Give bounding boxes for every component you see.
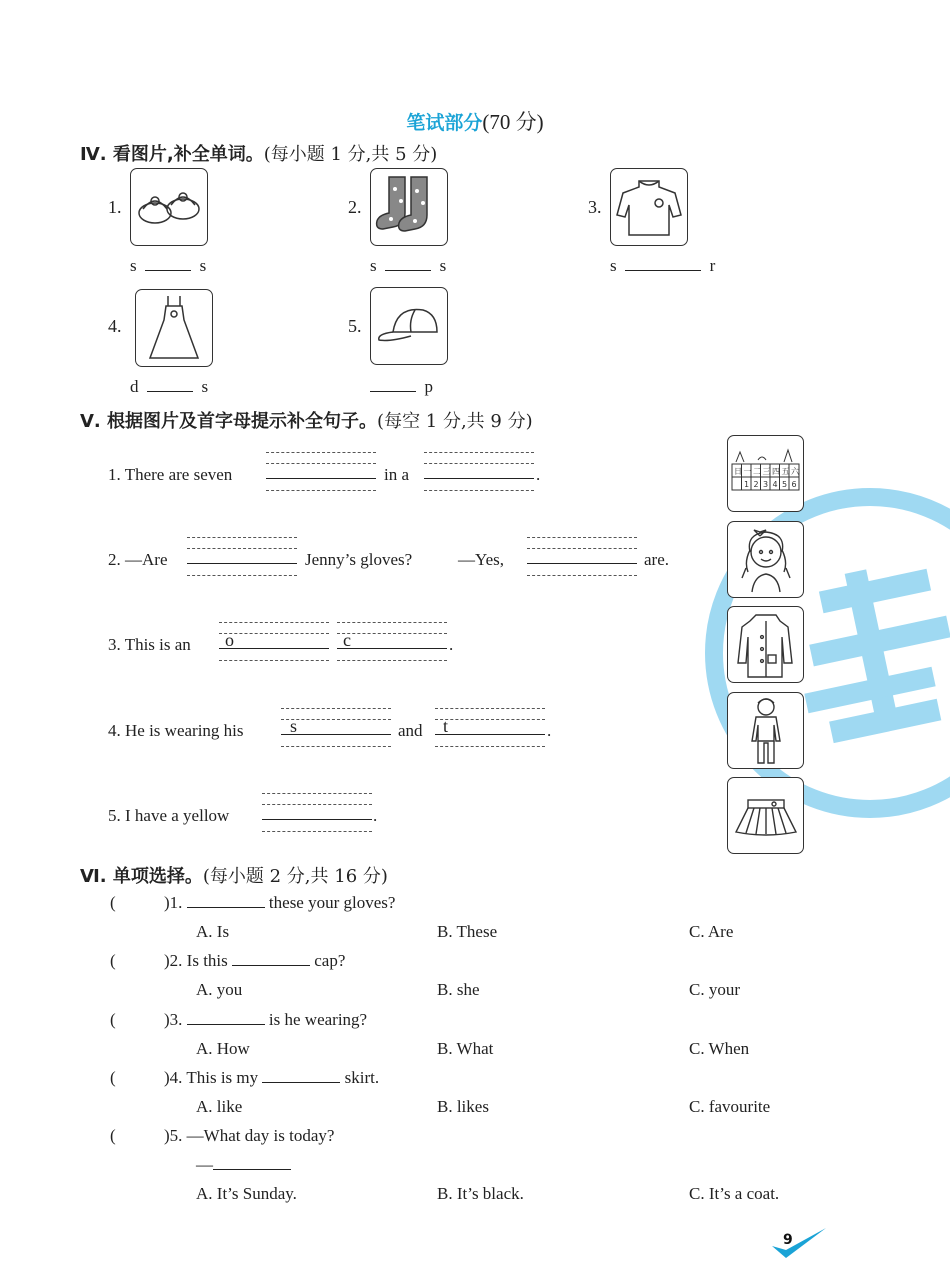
q3-option-c[interactable]: C. When — [689, 1039, 750, 1058]
q5-stem: )5. —What day is today? — [164, 1126, 335, 1145]
section5-title: Ⅴ. 根据图片及首字母提示补全句子。 — [80, 411, 378, 432]
s5-3-blank-1[interactable] — [219, 648, 329, 649]
s5-2-guide — [187, 575, 297, 576]
s5-2-blank-1[interactable] — [187, 563, 297, 564]
q1-post: these your gloves? — [268, 893, 396, 912]
s4-answer-1 — [130, 256, 206, 276]
sandals-icon — [130, 168, 208, 246]
q3-blank[interactable] — [187, 1010, 265, 1025]
calendar-day-label: 四 — [772, 467, 780, 476]
s5-3-letter-1: o — [225, 630, 234, 650]
s4-blank-3[interactable] — [625, 256, 701, 271]
q2-stem — [164, 951, 345, 971]
s5-4-guide — [281, 708, 391, 709]
coat-icon — [727, 606, 804, 683]
s5-1-blank-1[interactable] — [266, 478, 376, 479]
calendar-date-label: 2 — [753, 480, 759, 489]
section4-heading — [80, 140, 437, 166]
section5-heading — [80, 407, 533, 433]
s5-3-guide — [337, 660, 447, 661]
checkmark-icon — [770, 1224, 830, 1264]
calendar-day-label: 一 — [743, 467, 752, 476]
q3-option-a[interactable]: A. How — [196, 1039, 250, 1058]
s5-1-guide — [266, 463, 376, 464]
q3-paren: ( — [110, 1010, 116, 1029]
s5-2-a: 2. —Are — [108, 550, 168, 569]
calendar-date-label: 4 — [772, 480, 778, 489]
s5-1-guide — [266, 452, 376, 453]
s4-answer-5 — [370, 377, 433, 397]
s4-num-1: 1. — [108, 197, 122, 217]
title-score: (70 分) — [482, 110, 544, 134]
s4-pre-2: s — [370, 256, 377, 275]
s4-post-3: r — [709, 256, 716, 275]
q2-option-a[interactable]: A. you — [196, 980, 243, 999]
section6-heading — [80, 862, 388, 888]
s4-answer-4 — [130, 377, 208, 397]
s4-post-4: s — [201, 377, 209, 396]
s4-blank-4[interactable] — [147, 377, 193, 392]
skirt-icon — [727, 777, 804, 854]
dress-icon — [135, 289, 213, 367]
s4-answer-2 — [370, 256, 446, 276]
q4-post: skirt. — [344, 1068, 380, 1087]
s5-4-blank-1[interactable] — [281, 734, 391, 735]
q2-post: cap? — [314, 951, 346, 970]
s5-1-blank-2[interactable] — [424, 478, 534, 479]
q2-option-b[interactable]: B. she — [437, 980, 480, 999]
s4-num-5: 5. — [348, 316, 362, 336]
s4-blank-2[interactable] — [385, 256, 431, 271]
s5-3-letter-2: c — [343, 630, 351, 650]
s5-5-blank-1[interactable] — [262, 819, 372, 820]
calendar-date-label: 6 — [791, 480, 797, 489]
s5-2-c: —Yes, — [458, 550, 504, 569]
q1-option-b[interactable]: B. These — [437, 922, 498, 941]
s5-5-a: 5. I have a yellow — [108, 806, 230, 825]
page-number: 9 — [783, 1232, 793, 1248]
q4-option-b[interactable]: B. likes — [437, 1097, 489, 1116]
section4-title: Ⅳ. 看图片,补全单词。 — [80, 144, 264, 165]
s5-3-guide — [219, 633, 329, 634]
girl-icon — [727, 521, 804, 598]
s5-4-guide — [281, 719, 391, 720]
calendar-day-label: 五 — [781, 467, 790, 476]
s5-3-guide — [337, 622, 447, 623]
calendar-day-label: 日 — [734, 467, 742, 476]
s5-4-letter-2: t — [443, 716, 449, 736]
s5-3-guide — [219, 660, 329, 661]
q3-num: )3. — [164, 1010, 183, 1029]
calendar-date-label: 5 — [782, 480, 788, 489]
section6-note: (每小题 2 分,共 16 分) — [202, 866, 388, 887]
q4-blank[interactable] — [262, 1068, 340, 1083]
s4-blank-1[interactable] — [145, 256, 191, 271]
s5-3-guide — [219, 622, 329, 623]
s5-3-blank-2[interactable] — [337, 648, 447, 649]
title-cn: 笔试部分 — [406, 112, 483, 134]
s5-3-guide — [337, 633, 447, 634]
q1-option-a[interactable]: A. Is — [196, 922, 230, 941]
q4-stem — [164, 1068, 379, 1088]
s4-post-2: s — [439, 256, 447, 275]
q5-option-b[interactable]: B. It’s black. — [437, 1184, 524, 1203]
s5-1-guide — [266, 490, 376, 491]
section4-note: (每小题 1 分,共 5 分) — [263, 144, 438, 165]
s5-4-guide — [281, 746, 391, 747]
q2-num: )2. Is this — [164, 951, 228, 970]
q1-stem — [164, 893, 395, 913]
q5-option-a[interactable]: A. It’s Sunday. — [196, 1184, 297, 1203]
q5-answer-line — [196, 1155, 291, 1175]
s5-3-a: 3. This is an — [108, 635, 191, 654]
q2-paren: ( — [110, 951, 116, 970]
boy-icon — [727, 692, 804, 769]
s5-1-c: . — [536, 465, 541, 484]
s5-2-blank-2[interactable] — [527, 563, 637, 564]
s5-4-guide — [435, 719, 545, 720]
s4-post-5: p — [424, 377, 433, 396]
s5-5-guide — [262, 804, 372, 805]
q2-option-c[interactable]: C. your — [689, 980, 740, 999]
s4-post-1: s — [199, 256, 207, 275]
q4-option-a[interactable]: A. like — [196, 1097, 243, 1116]
s4-blank-5[interactable] — [370, 377, 416, 392]
calendar-day-label: 六 — [791, 467, 799, 476]
s5-2-b: Jenny’s gloves? — [305, 550, 413, 569]
cap-icon — [370, 287, 448, 365]
q3-post: is he wearing? — [268, 1010, 368, 1029]
watermark-glyph — [790, 560, 950, 760]
section6-title: Ⅵ. 单项选择。 — [80, 866, 203, 887]
s5-2-guide — [527, 537, 637, 538]
s5-2-d: are. — [644, 550, 670, 569]
section5-note: (每空 1 分,共 9 分) — [377, 411, 533, 432]
calendar-day-label: 三 — [762, 467, 771, 476]
q3-option-b[interactable]: B. What — [437, 1039, 494, 1058]
q4-option-c[interactable]: C. favourite — [689, 1097, 771, 1116]
s5-4-letter-1: s — [290, 716, 298, 736]
q4-num: )4. This is my — [164, 1068, 259, 1087]
s5-2-guide — [527, 575, 637, 576]
calendar-icon — [727, 435, 804, 512]
q5-blank[interactable] — [213, 1155, 291, 1170]
calendar-day-label: 二 — [753, 467, 761, 476]
s5-4-b: and — [398, 721, 423, 740]
s5-1-a: 1. There are seven — [108, 465, 233, 484]
s5-2-guide — [187, 548, 297, 549]
calendar-date-label: 3 — [763, 480, 769, 489]
s4-num-4: 4. — [108, 316, 122, 336]
q5-dash: — — [196, 1155, 213, 1174]
s5-1-b: in a — [384, 465, 410, 484]
s5-1-guide — [424, 463, 534, 464]
s5-4-end: . — [547, 721, 552, 740]
s4-num-2: 2. — [348, 197, 362, 217]
q5-paren: ( — [110, 1126, 116, 1145]
q1-blank[interactable] — [187, 893, 265, 908]
s5-5-end: . — [373, 806, 378, 825]
q2-blank[interactable] — [232, 951, 310, 966]
page-title — [0, 106, 950, 136]
s5-4-guide — [435, 708, 545, 709]
s5-3-end: . — [449, 635, 454, 654]
s5-1-guide — [424, 490, 534, 491]
sweater-icon — [610, 168, 688, 246]
s5-4-guide — [435, 746, 545, 747]
socks-icon — [370, 168, 448, 246]
s5-5-guide — [262, 793, 372, 794]
q1-num: )1. — [164, 893, 183, 912]
s5-1-guide — [424, 452, 534, 453]
s4-pre-3: s — [610, 256, 617, 275]
q4-paren: ( — [110, 1068, 116, 1087]
q5-option-c[interactable]: C. It’s a coat. — [689, 1184, 780, 1203]
s4-pre-4: d — [130, 377, 139, 396]
s5-5-guide — [262, 831, 372, 832]
calendar-date-label: 1 — [744, 480, 750, 489]
s4-num-3: 3. — [588, 197, 602, 217]
q1-option-c[interactable]: C. Are — [689, 922, 734, 941]
s5-4-a: 4. He is wearing his — [108, 721, 244, 740]
s5-2-guide — [187, 537, 297, 538]
q1-paren: ( — [110, 893, 116, 912]
q3-stem — [164, 1010, 367, 1030]
s4-pre-1: s — [130, 256, 137, 275]
s5-4-blank-2[interactable] — [435, 734, 545, 735]
s4-answer-3 — [610, 256, 715, 276]
s5-2-guide — [527, 548, 637, 549]
